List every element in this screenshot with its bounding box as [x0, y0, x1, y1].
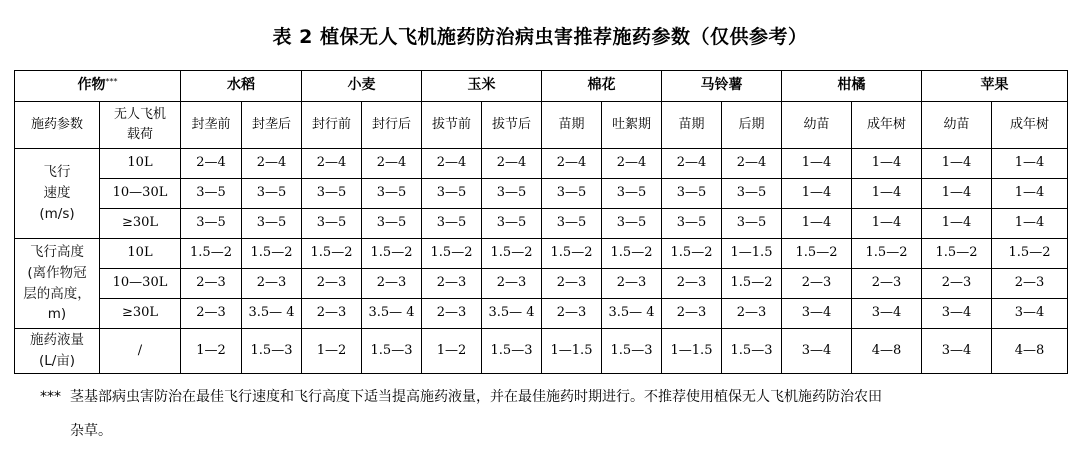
stage-cell: 苗期 — [542, 102, 602, 149]
value-cell: 2—3 — [302, 299, 362, 329]
value-cell: 1.5—2 — [722, 269, 782, 299]
value-cell: 2—3 — [482, 269, 542, 299]
value-cell: 3—5 — [422, 209, 482, 239]
value-cell: 1.5—2 — [782, 239, 852, 269]
value-cell: 1—4 — [852, 149, 922, 179]
load-cell: 10—30L — [100, 269, 181, 299]
value-cell: 3.5— 4 — [482, 299, 542, 329]
category-line: (m/s) — [39, 205, 75, 222]
value-cell: 2—3 — [362, 269, 422, 299]
value-cell: 3—4 — [782, 329, 852, 374]
stage-cell: 后期 — [722, 102, 782, 149]
value-cell: 3—4 — [782, 299, 852, 329]
crop-footnote-mark: *** — [105, 77, 118, 87]
category-line: 层的高度， — [23, 285, 91, 302]
value-cell: 1.5—2 — [852, 239, 922, 269]
value-cell: 2—4 — [302, 149, 362, 179]
value-cell: 2—3 — [922, 269, 992, 299]
crop-rice: 水稻 — [181, 71, 302, 102]
category-speed — [15, 149, 100, 239]
value-cell: 1.5—2 — [362, 239, 422, 269]
value-cell: 2—3 — [422, 269, 482, 299]
value-cell: 3—5 — [302, 179, 362, 209]
value-cell: 3—5 — [242, 209, 302, 239]
load-cell: 10L — [100, 239, 181, 269]
value-cell: 2—4 — [242, 149, 302, 179]
stage-cell: 封垄前 — [181, 102, 242, 149]
value-cell: 1—4 — [852, 209, 922, 239]
crop-corn: 玉米 — [422, 71, 542, 102]
table-row — [15, 149, 1068, 179]
value-cell: 3—5 — [662, 209, 722, 239]
table-row — [15, 239, 1068, 269]
crop-citrus: 柑橘 — [782, 71, 922, 102]
value-cell: 3.5— 4 — [602, 299, 662, 329]
value-cell: 2—3 — [662, 299, 722, 329]
load-cell: / — [100, 329, 181, 374]
value-cell: 1—1.5 — [542, 329, 602, 374]
value-cell: 3—5 — [242, 179, 302, 209]
value-cell: 1.5—2 — [242, 239, 302, 269]
footnote — [40, 384, 1050, 444]
value-cell: 3—5 — [422, 179, 482, 209]
value-cell: 3—4 — [992, 299, 1068, 329]
value-cell: 1.5—2 — [602, 239, 662, 269]
value-cell: 2—4 — [181, 149, 242, 179]
stage-cell: 吐絮期 — [602, 102, 662, 149]
category-line: 速度 — [43, 185, 71, 202]
table-row — [15, 269, 1068, 299]
value-cell: 4—8 — [852, 329, 922, 374]
value-cell: 2—3 — [722, 299, 782, 329]
category-line: (离作物冠 — [27, 264, 87, 281]
value-cell: 2—3 — [542, 299, 602, 329]
value-cell: 2—4 — [602, 149, 662, 179]
stage-cell: 封行后 — [362, 102, 422, 149]
value-cell: 1—4 — [782, 179, 852, 209]
category-line: 施药液量 — [30, 332, 84, 349]
value-cell: 1.5—2 — [992, 239, 1068, 269]
value-cell: 3—5 — [662, 179, 722, 209]
param-label-cell: 施药参数 — [15, 102, 100, 149]
load-label: 无人飞机载荷 — [113, 106, 166, 142]
value-cell: 1—4 — [782, 149, 852, 179]
value-cell: 1—4 — [852, 179, 922, 209]
value-cell: 3—5 — [482, 179, 542, 209]
value-cell: 2—3 — [422, 299, 482, 329]
value-cell: 3.5— 4 — [362, 299, 422, 329]
footnote-line-2: 杂草。 — [70, 423, 112, 439]
value-cell: 3—5 — [302, 209, 362, 239]
crop-potato: 马铃薯 — [662, 71, 782, 102]
value-cell: 3—5 — [542, 209, 602, 239]
value-cell: 1.5—3 — [722, 329, 782, 374]
value-cell: 2—3 — [181, 299, 242, 329]
value-cell: 1—4 — [992, 209, 1068, 239]
load-cell: 10L — [100, 149, 181, 179]
value-cell: 2—4 — [422, 149, 482, 179]
value-cell: 1.5—2 — [422, 239, 482, 269]
stage-cell: 幼苗 — [782, 102, 852, 149]
value-cell: 1—1.5 — [662, 329, 722, 374]
value-cell: 3—5 — [602, 209, 662, 239]
category-volume — [15, 329, 100, 374]
value-cell: 1—1.5 — [722, 239, 782, 269]
value-cell: 3—4 — [922, 299, 992, 329]
value-cell: 4—8 — [992, 329, 1068, 374]
value-cell: 1.5—3 — [602, 329, 662, 374]
value-cell: 1—2 — [181, 329, 242, 374]
value-cell: 2—3 — [542, 269, 602, 299]
table-row — [15, 209, 1068, 239]
stage-cell: 成年树 — [852, 102, 922, 149]
value-cell: 1—4 — [992, 149, 1068, 179]
category-line: 飞行高度 — [30, 243, 84, 260]
value-cell: 2—4 — [482, 149, 542, 179]
value-cell: 3—5 — [722, 209, 782, 239]
load-label-cell — [100, 102, 181, 149]
value-cell: 1.5—3 — [362, 329, 422, 374]
crop-wheat: 小麦 — [302, 71, 422, 102]
value-cell: 1—4 — [922, 149, 992, 179]
category-line: (L/亩) — [38, 353, 76, 369]
value-cell: 1—4 — [922, 209, 992, 239]
footnote-line-1: 茎基部病虫害防治在最佳飞行速度和飞行高度下适当提高施药液量，并在最佳施药时期进行。不推荐使用植保无人飞机施药防治农田 — [70, 389, 882, 405]
stage-cell: 幼苗 — [922, 102, 992, 149]
stage-cell: 封行前 — [302, 102, 362, 149]
stage-cell: 封垄后 — [242, 102, 302, 149]
value-cell: 1—4 — [782, 209, 852, 239]
table-row — [15, 329, 1068, 374]
params-table — [14, 70, 1068, 374]
value-cell: 2—4 — [722, 149, 782, 179]
value-cell: 1—4 — [992, 179, 1068, 209]
table-title: 表 2 植保无人飞机施药防治病虫害推荐施药参数（仅供参考） — [272, 26, 808, 48]
value-cell: 2—4 — [542, 149, 602, 179]
crop-cotton: 棉花 — [542, 71, 662, 102]
category-height — [15, 239, 100, 329]
value-cell: 1.5—2 — [662, 239, 722, 269]
value-cell: 1.5—2 — [922, 239, 992, 269]
value-cell: 1.5—2 — [542, 239, 602, 269]
footnote-mark: *** — [40, 389, 61, 405]
value-cell: 3—5 — [602, 179, 662, 209]
value-cell: 2—4 — [662, 149, 722, 179]
stage-header-row — [15, 102, 1068, 149]
value-cell: 2—4 — [362, 149, 422, 179]
value-cell: 3—5 — [482, 209, 542, 239]
crop-label: 作物 — [77, 77, 106, 94]
stage-cell: 成年树 — [992, 102, 1068, 149]
value-cell: 1.5—3 — [242, 329, 302, 374]
crop-header-cell — [15, 71, 181, 102]
value-cell: 2—3 — [992, 269, 1068, 299]
category-line: m) — [47, 306, 67, 323]
crop-header-row — [15, 71, 1068, 102]
value-cell: 2—3 — [662, 269, 722, 299]
value-cell: 2—3 — [242, 269, 302, 299]
value-cell: 3—5 — [181, 209, 242, 239]
value-cell: 2—3 — [181, 269, 242, 299]
value-cell: 3—5 — [542, 179, 602, 209]
value-cell: 1—4 — [922, 179, 992, 209]
value-cell: 3.5— 4 — [242, 299, 302, 329]
value-cell: 1.5—3 — [482, 329, 542, 374]
value-cell: 2—3 — [852, 269, 922, 299]
load-cell: ≥30L — [100, 299, 181, 329]
stage-cell: 拔节前 — [422, 102, 482, 149]
stage-cell: 苗期 — [662, 102, 722, 149]
table-row — [15, 299, 1068, 329]
value-cell: 1.5—2 — [302, 239, 362, 269]
value-cell: 2—3 — [782, 269, 852, 299]
value-cell: 3—5 — [181, 179, 242, 209]
load-cell: 10—30L — [100, 179, 181, 209]
load-cell: ≥30L — [100, 209, 181, 239]
crop-apple: 苹果 — [922, 71, 1068, 102]
value-cell: 1.5—2 — [482, 239, 542, 269]
value-cell: 1—2 — [302, 329, 362, 374]
table-row — [15, 179, 1068, 209]
value-cell: 1—2 — [422, 329, 482, 374]
value-cell: 3—5 — [362, 179, 422, 209]
value-cell: 1.5—2 — [181, 239, 242, 269]
value-cell: 3—4 — [852, 299, 922, 329]
value-cell: 3—5 — [362, 209, 422, 239]
value-cell: 2—3 — [302, 269, 362, 299]
value-cell: 2—3 — [602, 269, 662, 299]
value-cell: 3—5 — [722, 179, 782, 209]
stage-cell: 拔节后 — [482, 102, 542, 149]
category-line: 飞行 — [43, 164, 71, 181]
value-cell: 3—4 — [922, 329, 992, 374]
